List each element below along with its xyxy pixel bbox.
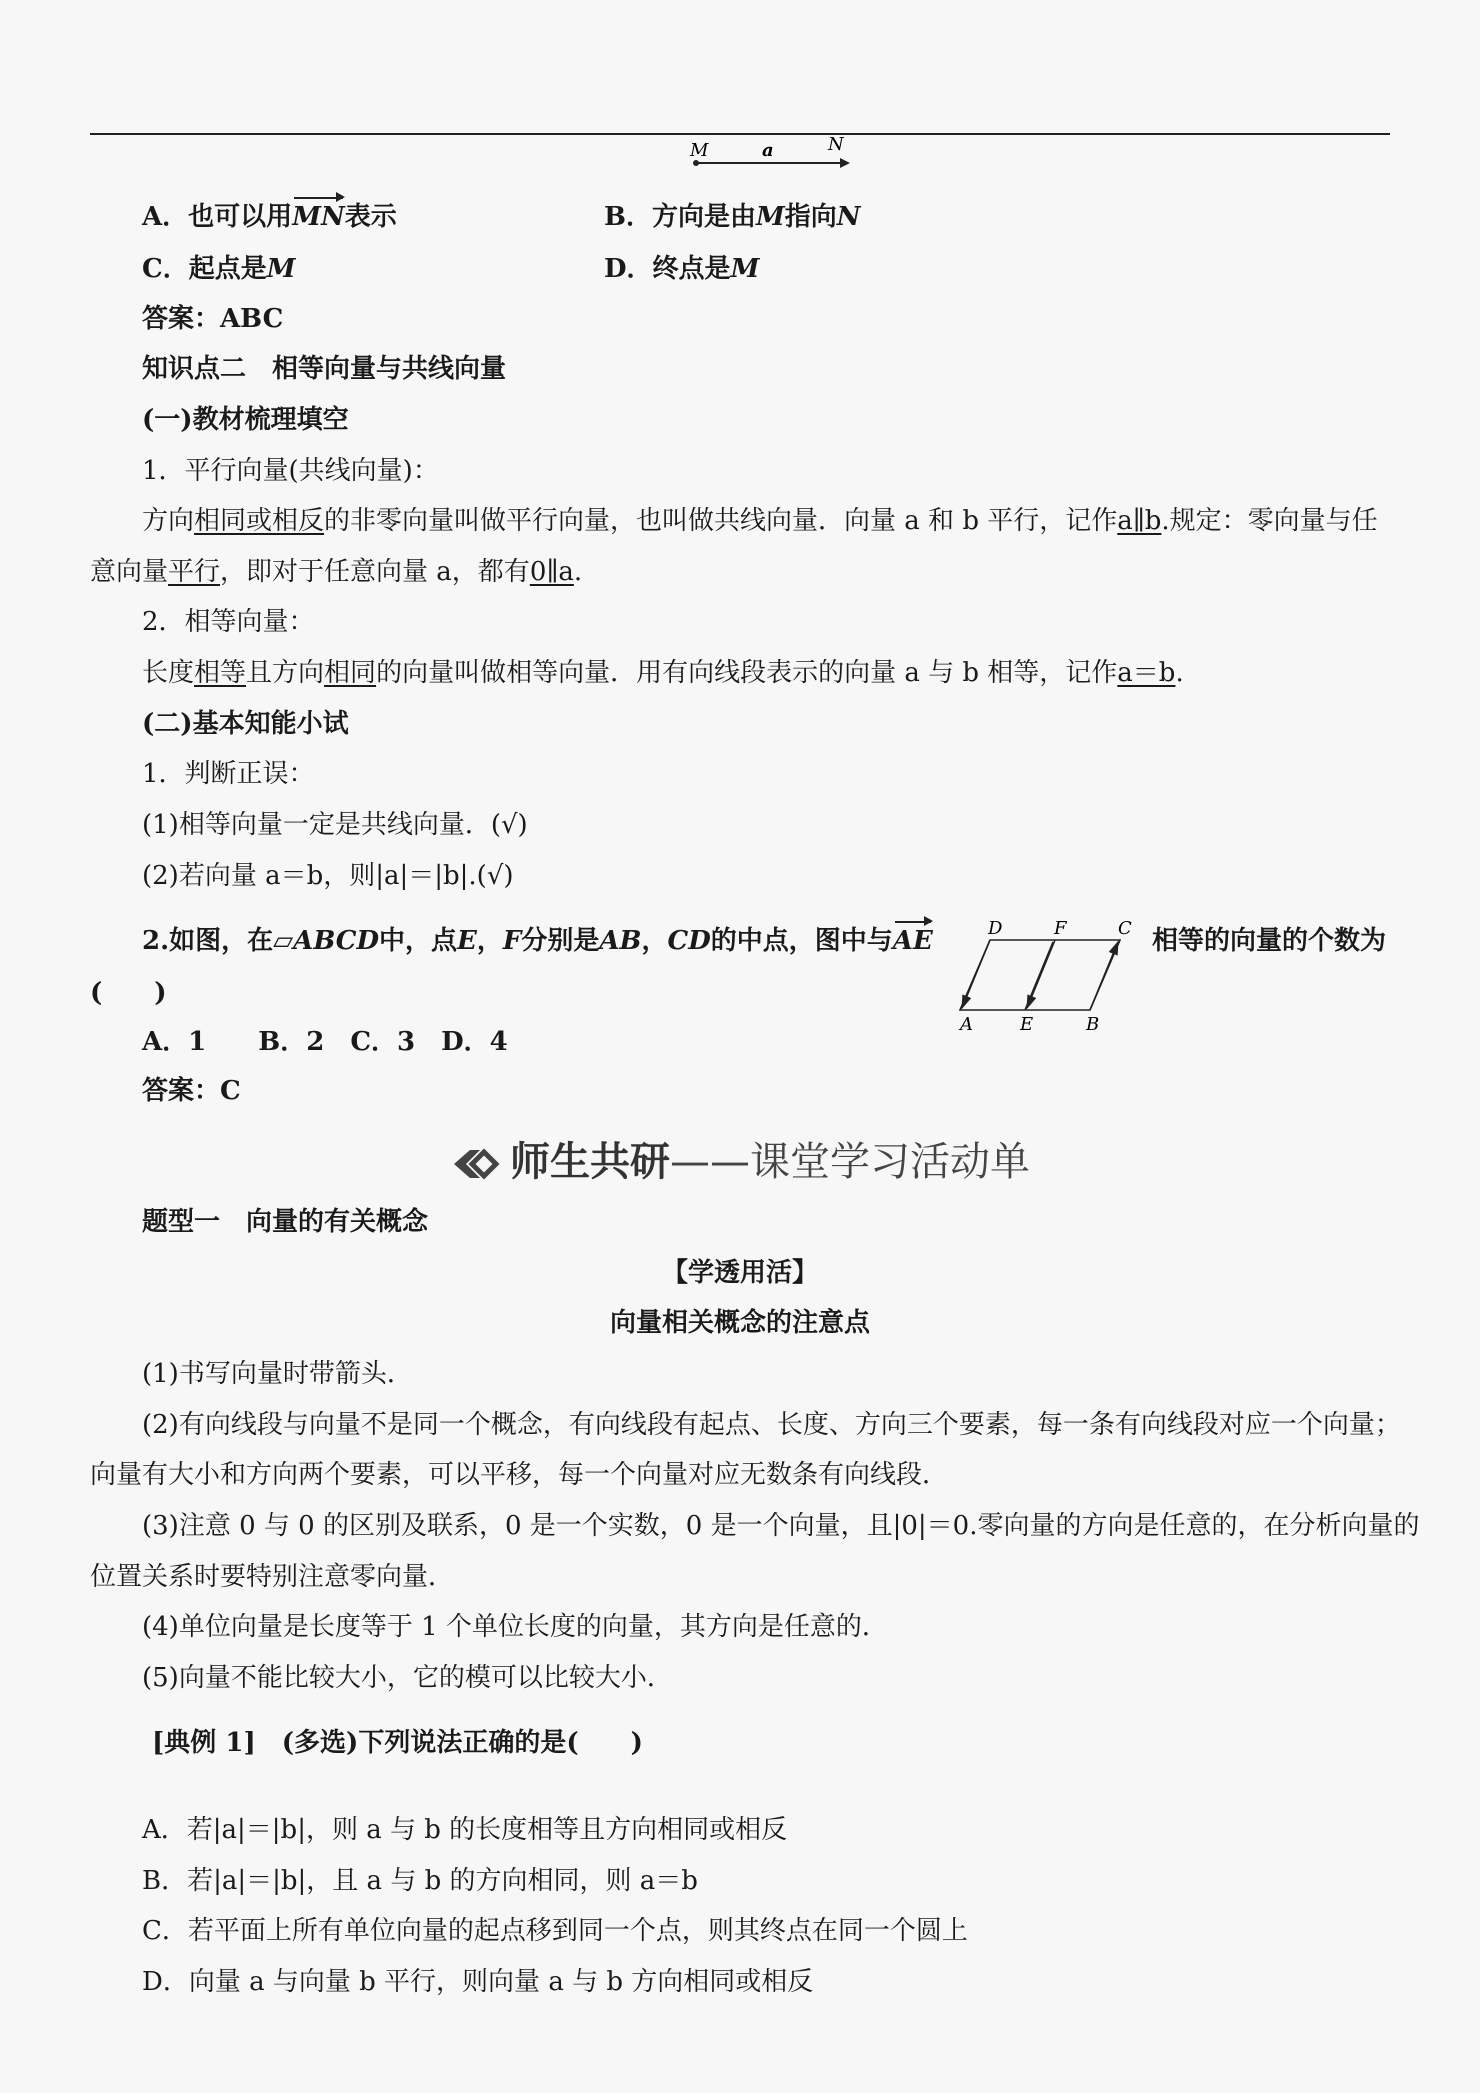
top-rule	[90, 133, 1390, 135]
question-2-tail: 相等的向量的个数为	[1152, 926, 1387, 956]
label-d: D	[988, 918, 1003, 939]
question-2: 2.如图，在▱ABCD中，点E，F分别是AB，CD的中点，图中与AE	[142, 926, 933, 956]
label-m: M	[690, 140, 709, 161]
subsection-quiz: (二)基本知能小试	[142, 709, 349, 739]
label-a: A	[960, 1014, 973, 1035]
section-title-kp2: 知识点二 相等向量与共线向量	[142, 354, 507, 384]
parallelogram-figure	[950, 918, 1150, 1038]
note-3-line1: (3)注意 0 与 0 的区别及联系，0 是一个实数，0 是一个向量，且|0|＝0.零向量的方向是任意的，在分析向量的	[142, 1511, 1420, 1541]
banner-logo-icon	[450, 1146, 500, 1182]
question-2-answer: 答案：C	[142, 1076, 241, 1106]
note-1: (1)书写向量时带箭头．	[142, 1359, 413, 1389]
note-2-line2: 向量有大小和方向两个要素，可以平移，每一个向量对应无数条有向线段．	[90, 1460, 949, 1490]
note-3-line2: 位置关系时要特别注意零向量．	[90, 1562, 455, 1592]
section-banner	[0, 1130, 1480, 1187]
label-n: N	[828, 136, 844, 155]
option-c: C．起点是M	[142, 254, 296, 284]
label-f: F	[1054, 918, 1067, 939]
subsection-textbook: (一)教材梳理填空	[142, 405, 349, 435]
banner-strong: 师生共研	[510, 1139, 670, 1185]
label-e: E	[1020, 1014, 1034, 1035]
vector-ae: AE	[892, 926, 933, 956]
item2-title: 2．相等向量：	[142, 607, 315, 637]
example-1: [典例 1] (多选)下列说法正确的是( )	[152, 1728, 643, 1758]
vector-mn: MN	[292, 202, 345, 232]
option-a: A．也可以用MN表示	[142, 202, 397, 232]
example-option-c: C．若平面上所有单位向量的起点移到同一个点，则其终点在同一个圆上	[142, 1916, 968, 1946]
judge-1: (1)相等向量一定是共线向量．(√)	[142, 810, 528, 840]
label-b: B	[1086, 1014, 1100, 1035]
note-5: (5)向量不能比较大小，它的模可以比较大小．	[142, 1663, 673, 1693]
label-a: a	[762, 140, 774, 161]
bracket-title: 【学透用活】	[661, 1258, 818, 1288]
question-2-options: A．1 B．2 C．3 D．4	[142, 1027, 508, 1057]
note-2-line1: (2)有向线段与向量不是同一个概念，有向线段有起点、长度、方向三个要素，每一条有向线段对应一个向量；	[142, 1410, 1401, 1440]
judge-2: (2)若向量 a＝b，则|a|＝|b|.(√)	[142, 861, 514, 891]
item1-line2: 意向量平行，即对于任意向量 a，都有0∥a.	[90, 557, 583, 587]
example-option-b: B．若|a|＝|b|，且 a 与 b 的方向相同，则 a＝b	[142, 1866, 698, 1896]
option-b: B．方向是由M指向N	[604, 202, 861, 232]
example-option-d: D．向量 a 与向量 b 平行，则向量 a 与 b 方向相同或相反	[142, 1967, 814, 1997]
type1-title: 题型一 向量的有关概念	[142, 1207, 429, 1237]
question-2-paren: ( )	[90, 978, 167, 1008]
note-4: (4)单位向量是长度等于 1 个单位长度的向量，其方向是任意的．	[142, 1612, 888, 1642]
item1-title: 1．平行向量(共线向量)：	[142, 456, 439, 486]
answer-prev: 答案：ABC	[142, 304, 284, 334]
item2-line: 长度相等且方向相同的向量叫做相等向量．用有向线段表示的向量 a 与 b 相等，记作a＝b.	[142, 658, 1184, 688]
label-c: C	[1118, 918, 1132, 939]
concept-subtitle: 向量相关概念的注意点	[609, 1308, 870, 1338]
banner-lite: 课堂学习活动单	[750, 1139, 1030, 1185]
judge-title: 1．判断正误：	[142, 759, 315, 789]
example-option-a: A．若|a|＝|b|，则 a 与 b 的长度相等且方向相同或相反	[142, 1815, 788, 1845]
item1-line1: 方向相同或相反的非零向量叫做平行向量，也叫做共线向量．向量 a 和 b 平行，记作a∥b.规定：零向量与任	[142, 506, 1378, 536]
option-d: D．终点是M	[604, 254, 760, 284]
vector-mn-figure	[684, 136, 854, 170]
banner-dash: ——	[670, 1139, 750, 1185]
